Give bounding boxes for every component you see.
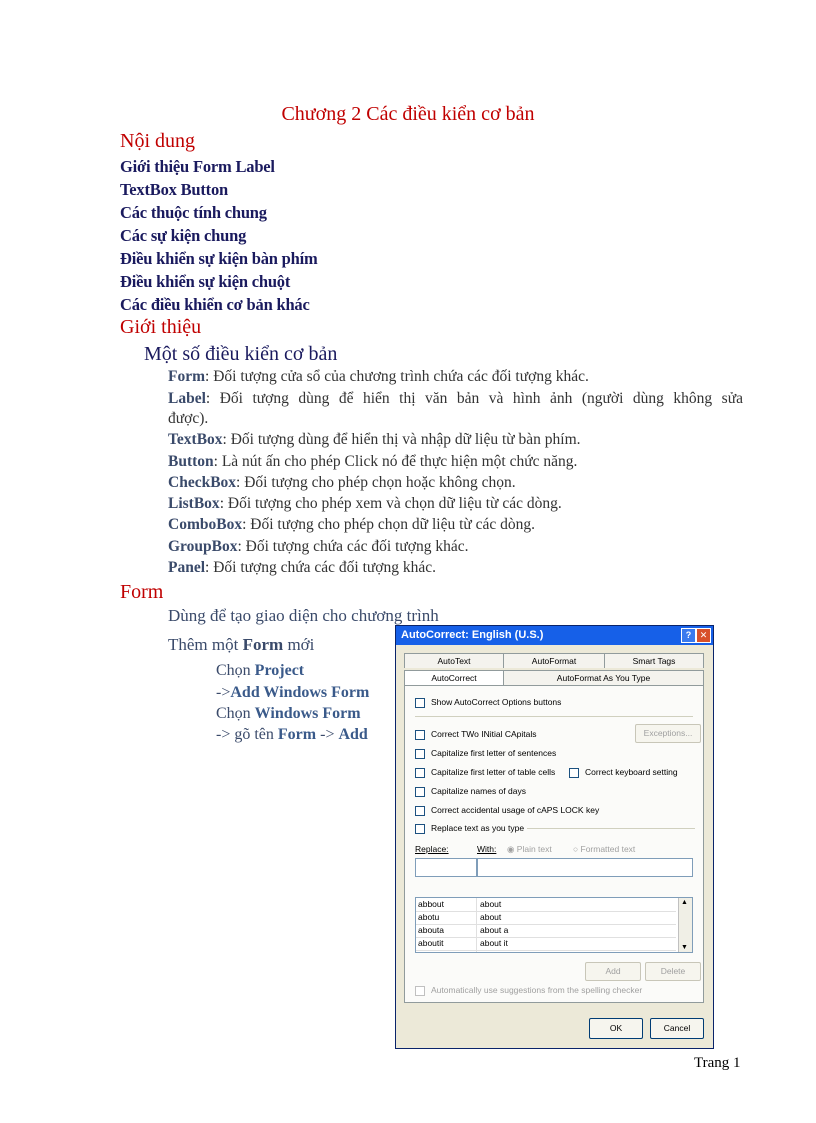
cancel-button[interactable]: Cancel: [650, 1018, 704, 1039]
with-input[interactable]: [477, 858, 693, 877]
def-groupbox: GroupBox: Đối tượng chứa các đối tượng khác.: [168, 538, 469, 555]
check-two-initial[interactable]: Correct TWo INitial CApitals: [415, 728, 537, 740]
step-2: ->Add Windows Form: [216, 684, 370, 701]
tab-panel: [404, 685, 704, 1003]
tab-autotext[interactable]: AutoText: [404, 653, 504, 668]
toc-item: Điều khiển sự kiện bàn phím: [120, 249, 318, 268]
page-number: Trang 1: [694, 1055, 741, 1071]
def-listbox: ListBox: Đối tượng cho phép xem và chọn dữ liệu từ các dòng.: [168, 495, 562, 512]
exceptions-button[interactable]: Exceptions...: [635, 724, 701, 743]
check-first-sentence[interactable]: Capitalize first letter of sentences: [415, 747, 556, 759]
list-scrollbar[interactable]: [678, 898, 692, 952]
show-options-check[interactable]: Show AutoCorrect Options buttons: [415, 696, 561, 708]
toc-item: Điều khiển sự kiện chuột: [120, 272, 291, 291]
help-button[interactable]: ?: [681, 628, 696, 643]
toc-item: Các thuộc tính chung: [120, 203, 267, 222]
delete-button[interactable]: Delete: [645, 962, 701, 981]
ok-button[interactable]: OK: [589, 1018, 643, 1039]
heading-gioi-thieu: Giới thiệu: [120, 316, 202, 338]
dialog-title: AutoCorrect: English (U.S.): [401, 629, 544, 641]
toc-item: TextBox Button: [120, 180, 228, 199]
page-title: Chương 2 Các điều kiển cơ bản: [281, 103, 535, 125]
toc-item: Giới thiệu Form Label: [120, 157, 275, 176]
replace-input[interactable]: [415, 858, 477, 877]
def-checkbox: CheckBox: Đối tượng cho phép chọn hoặc không chọn.: [168, 474, 516, 491]
def-label-cont: được).: [168, 410, 209, 427]
def-panel: Panel: Đối tượng chứa các đối tượng khác.: [168, 559, 437, 576]
add-button[interactable]: Add: [585, 962, 641, 981]
step-1: Chọn Project: [216, 662, 305, 679]
formatted-text-radio[interactable]: ○ Formatted text: [573, 844, 636, 854]
check-caps-lock[interactable]: Correct accidental usage of cAPS LOCK key: [415, 804, 599, 816]
check-names-of-days[interactable]: Capitalize names of days: [415, 785, 526, 797]
tab-autoformat-as-you-type[interactable]: AutoFormat As You Type: [503, 670, 704, 685]
subheading-controls: Một số điều kiển cơ bản: [144, 343, 338, 365]
scroll-down-icon[interactable]: ▼: [681, 944, 688, 951]
def-textbox: TextBox: Đối tượng dùng để hiển thị và nhập dữ liệu từ bàn phím.: [168, 431, 581, 448]
check-replace-text[interactable]: Replace text as you type: [415, 822, 524, 834]
close-button[interactable]: ✕: [696, 628, 711, 643]
form-line-1: Dùng để tạo giao diện cho chương trình: [168, 606, 439, 625]
tab-row-back: [404, 653, 703, 667]
def-button: Button: Là nút ấn cho phép Click nó để thực hiện một chức năng.: [168, 453, 578, 470]
dialog-titlebar: [396, 626, 713, 645]
toc-item: Các sự kiện chung: [120, 226, 247, 245]
tab-autocorrect[interactable]: AutoCorrect: [404, 670, 504, 685]
def-form: Form: Đối tượng cửa sổ của chương trình chứa các đối tượng khác.: [168, 368, 589, 385]
form-line-2: Thêm một Form mới: [168, 635, 315, 654]
checkbox[interactable]: [415, 698, 425, 708]
list-item[interactable]: abotu about: [416, 911, 676, 925]
toc-item: Các điều khiển cơ bản khác: [120, 295, 310, 314]
step-4: -> gõ tên Form -> Add: [216, 726, 368, 743]
scroll-up-icon[interactable]: ▲: [681, 899, 688, 906]
replace-label: Replace:: [415, 844, 449, 854]
auto-suggest-check[interactable]: Automatically use suggestions from the spelling checker: [415, 984, 642, 996]
heading-noi-dung: Nội dung: [120, 130, 195, 152]
def-label: Label: Đối tượng dùng để hiển thị văn bản và hình ảnh (người dùng không sửa: [168, 390, 743, 407]
with-label: With:: [477, 844, 497, 854]
tab-autoformat[interactable]: AutoFormat: [503, 653, 605, 668]
list-item[interactable]: aboutit about it: [416, 937, 676, 951]
plain-text-radio[interactable]: ◉ Plain text: [507, 844, 552, 854]
heading-form: Form: [120, 581, 164, 603]
tab-row-front: [404, 670, 703, 684]
check-keyboard-setting[interactable]: Correct keyboard setting: [569, 766, 678, 778]
step-3: Chọn Windows Form: [216, 705, 361, 722]
list-item[interactable]: abouta about a: [416, 924, 676, 938]
autocorrect-list[interactable]: [415, 897, 693, 953]
list-item[interactable]: abbout about: [416, 898, 676, 912]
autocorrect-dialog: [395, 625, 714, 1049]
check-first-table-cells[interactable]: Capitalize first letter of table cells: [415, 766, 555, 778]
tab-smart-tags[interactable]: Smart Tags: [604, 653, 704, 668]
def-combobox: ComboBox: Đối tượng cho phép chọn dữ liệu từ các dòng.: [168, 516, 536, 533]
